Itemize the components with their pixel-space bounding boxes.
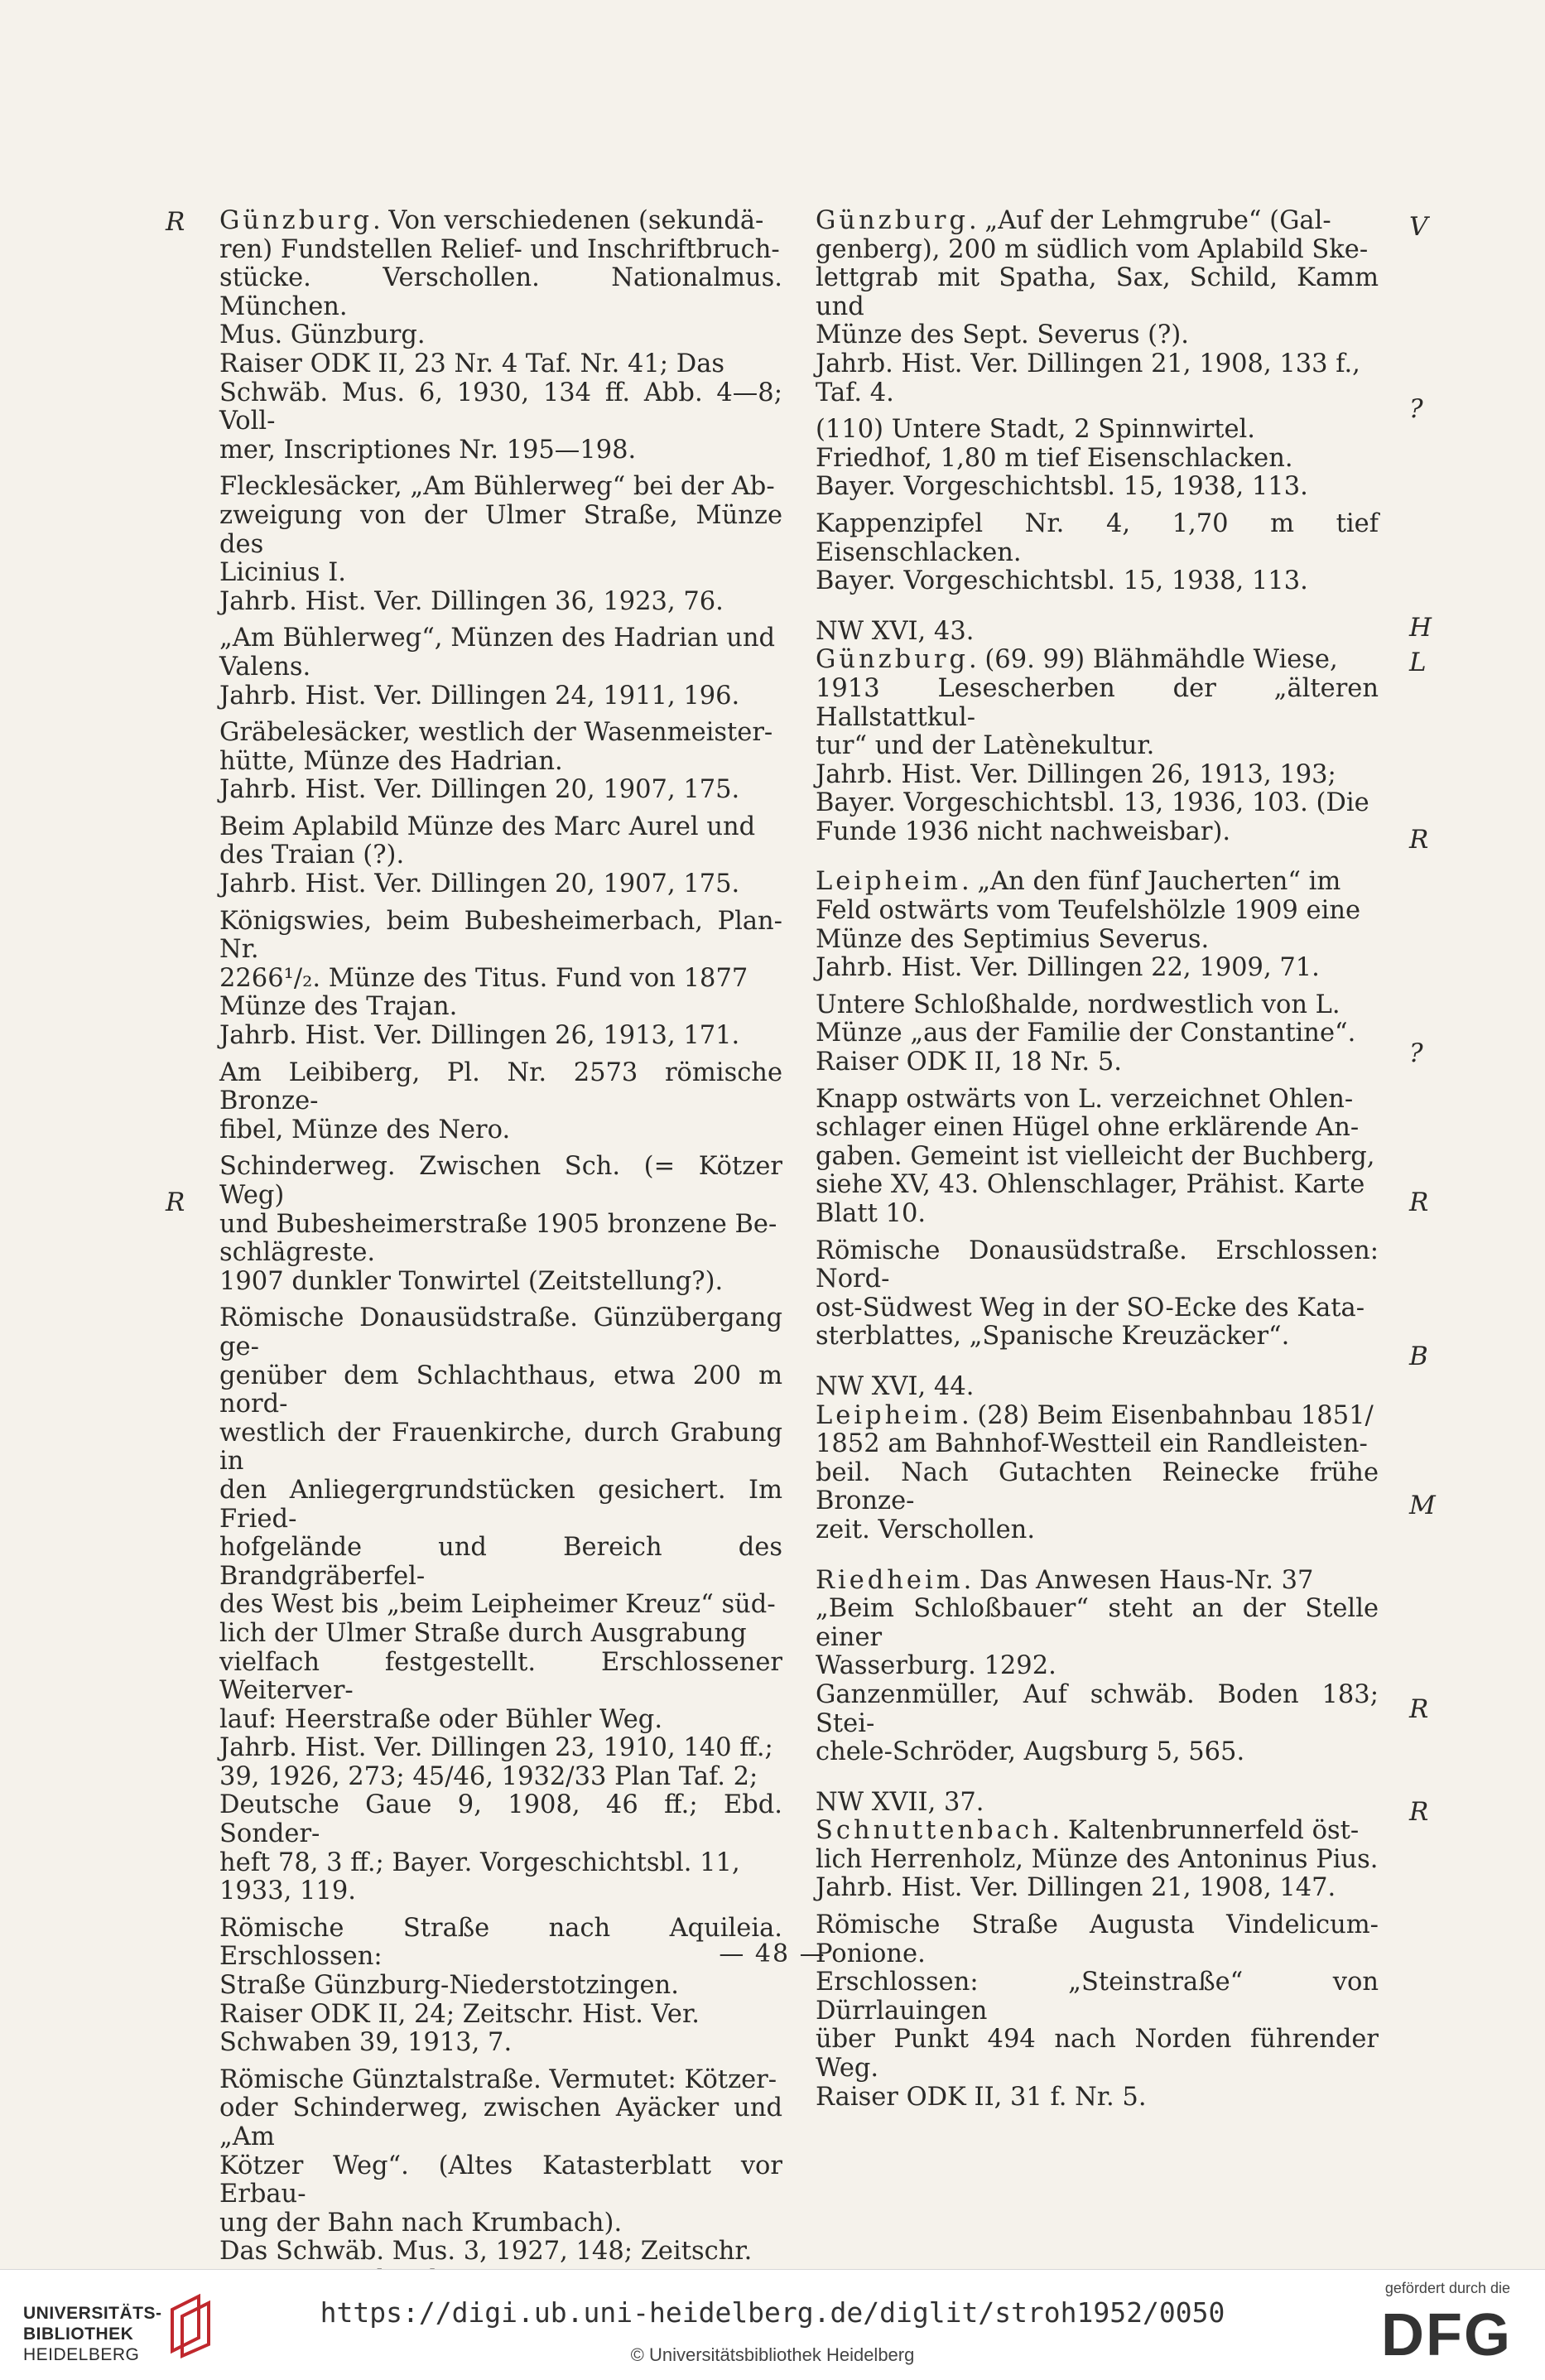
margin-marker: R: [1409, 825, 1429, 855]
entry: Königswies, beim Bubesheimerbach, Plan-Nr. 2266¹/₂. Münze des Titus. Fund von 1877 Münze des Trajan. Jahrb. Hist. Ver. Dillingen 26, 1913, 171.: [219, 906, 782, 1051]
margin-marker: R: [166, 1188, 185, 1217]
entry: Untere Schloßhalde, nordwestlich von L. Münze „aus der Familie der Constantine“. Raiser ODK II, 18 Nr. 5.: [816, 990, 1356, 1077]
entry: Schinderweg. Zwischen Sch. (= Kötzer Weg) und Bubesheimerstraße 1905 bronzene Be- schlägreste. 1907 dunkler Tonwirtel (Zeitstellung?).: [219, 1152, 782, 1296]
entry: (110) Untere Stadt, 2 Spinnwirtel. Friedhof, 1,80 m tief Eisenschlacken. Bayer. Vorgeschichtsbl. 15, 1938, 113.: [816, 415, 1308, 502]
entry: Gräbelesäcker, westlich der Wasenmeister- hütte, Münze des Hadrian. Jahrb. Hist. Ver. Dillingen 20, 1907, 175.: [219, 718, 773, 805]
entry: NW XVI, 43. Günzburg. (69. 99) Blähmähdle Wiese, 1913 Lesescherben der „älteren Hallstattkul- tur“ und der Latènekultur. Jahrb. Hist. Ver. Dillingen 26, 1913, 193; Bayer. Vorgeschichtsbl. 13, 1936, 103. (Die Funde 1936 nicht nachweisbar).: [816, 616, 1379, 846]
margin-marker: R: [1409, 1694, 1429, 1724]
permalink-url[interactable]: https://digi.ub.uni-heidelberg.de/diglit/stroh1952/0050: [320, 2296, 1225, 2329]
margin-marker: R: [1409, 1188, 1429, 1217]
section-heading: NW XVI, 44.: [816, 1371, 975, 1401]
university-library-logo[interactable]: UNIVERSITÄTS- BIBLIOTHEK HEIDELBERG: [23, 2304, 162, 2364]
section-heading: NW XVII, 37.: [816, 1787, 984, 1817]
entry: Am Leibiberg, Pl. Nr. 2573 römische Bronze- fibel, Münze des Nero.: [219, 1058, 782, 1144]
margin-marker: R: [166, 207, 185, 237]
page-number: — 48 —: [719, 1939, 826, 1968]
entry: Günzburg. „Auf der Lehmgrube“ (Gal- genberg), 200 m südlich vom Aplabild Ske- lettgrab mit Spatha, Sax, Schild, Kamm und Münze des Sept. Severus (?). Jahrb. Hist. Ver. Dillingen 21, 1908, 133 f., Taf. 4.: [816, 206, 1379, 407]
entry: Römische Donausüdstraße. Günzübergang ge- genüber dem Schlachthaus, etwa 200 m nord- westlich der Frauenkirche, durch Grabung in den Anliegergrundstücken gesichert. Im Fried- hofgelände und Bereich des Brandgräberfel- des West bis „beim Leipheimer Kreuz“ süd- lich der Ulmer Straße durch Ausgrabung vielfach festgestellt. Erschlossener Weiterver- lauf: Heerstraße oder Bühler Weg. Jahrb. Hist. Ver. Dillingen 23, 1910, 140 ff.; 39, 1926, 273; 45/46, 1932/33 Plan Taf. 2; Deutsche Gaue 9, 1908, 46 ff.; Ebd. Sonder- heft 78, 3 ff.; Bayer. Vorgeschichtsbl. 11, 1933, 119.: [219, 1303, 782, 1906]
dfg-logo[interactable]: DFG: [1381, 2302, 1512, 2368]
location-name: Leipheim: [816, 1400, 961, 1430]
location-name: Günzburg: [816, 645, 969, 675]
copyright-notice: © Universitätsbibliothek Heidelberg: [630, 2344, 915, 2365]
dfg-caption: gefördert durch die: [1384, 2280, 1510, 2296]
location-name: Riedheim: [816, 1565, 964, 1595]
entry: NW XVI, 44. Leipheim. (28) Beim Eisenbahnbau 1851/ 1852 am Bahnhof-Westteil ein Randleisten- beil. Nach Gutachten Reinecke frühe Bronze- zeit. Verschollen.: [816, 1371, 1379, 1544]
entry: Riedheim. Das Anwesen Haus-Nr. 37 „Beim Schloßbauer“ steht an der Stelle einer Wasserburg. 1292. Ganzenmüller, Auf schwäb. Boden 183; Stei- chele-Schröder, Augsburg 5, 565.: [816, 1565, 1379, 1767]
location-name: Leipheim: [816, 867, 961, 897]
location-name: Günzburg: [816, 206, 969, 235]
margin-marker: ?: [1409, 394, 1423, 424]
footer-bar: [0, 2269, 1545, 2380]
margin-marker: M: [1409, 1491, 1436, 1520]
location-name: Günzburg: [219, 206, 373, 235]
entry: Römische Donausüdstraße. Erschlossen: Nord- ost-Südwest Weg in der SO-Ecke des Kata- sterblattes, „Spanische Kreuzäcker“.: [816, 1236, 1379, 1351]
right-column: [816, 207, 1379, 2112]
margin-marker: V: [1409, 212, 1428, 242]
entry: Römische Straße nach Aquileia. Erschlossen: Straße Günzburg-Niederstotzingen. Raiser ODK II, 24; Zeitschr. Hist. Ver. Schwaben 39, 1913, 7.: [219, 1913, 782, 2058]
entry: Günzburg. Von verschiedenen (sekundä- ren) Fundstellen Relief- und Inschriftbruch- stücke. Verschollen. Nationalmus. München. Mus. Günzburg. Raiser ODK II, 23 Nr. 4 Taf. Nr. 41; Das Schwäb. Mus. 6, 1930, 134 ff. Abb. 4—8; Voll- mer, Inscriptiones Nr. 195—198.: [219, 206, 782, 465]
margin-marker: ?: [1409, 1038, 1423, 1068]
entry: Römische Straße Augusta Vindelicum-Ponione. Erschlossen: „Steinstraße“ von Dürrlauingen über Punkt 494 nach Norden führender Weg. Raiser ODK II, 31 f. Nr. 5.: [816, 1910, 1379, 2112]
section-heading: NW XVI, 43.: [816, 616, 975, 646]
entry: Flecklesäcker, „Am Bühlerweg“ bei der Ab- zweigung von der Ulmer Straße, Münze des Licinius I. Jahrb. Hist. Ver. Dillingen 36, 1923, 76.: [219, 472, 782, 616]
entry: NW XVII, 37. Schnuttenbach. Kaltenbrunnerfeld öst- lich Herrenholz, Münze des Antoninus Pius. Jahrb. Hist. Ver. Dillingen 21, 1908, 147.: [816, 1787, 1379, 1903]
entry: Leipheim. „An den fünf Jaucherten“ im Feld ostwärts vom Teufelshölzle 1909 eine Münze des Septimius Severus. Jahrb. Hist. Ver. Dillingen 22, 1909, 71.: [816, 867, 1361, 983]
entry: Knapp ostwärts von L. verzeichnet Ohlen- schlager einen Hügel ohne erklärende An- gaben. Gemeint ist vielleicht der Buchberg, siehe XV, 43. Ohlenschlager, Prähist. Karte Blatt 10.: [816, 1084, 1375, 1228]
left-column: [219, 207, 782, 2296]
margin-marker: B: [1409, 1342, 1428, 1371]
location-name: Schnuttenbach: [816, 1816, 1052, 1846]
margin-marker: H: [1409, 613, 1432, 643]
entry: Kappenzipfel Nr. 4, 1,70 m tief Eisenschlacken. Bayer. Vorgeschichtsbl. 15, 1938, 113.: [816, 508, 1379, 596]
entry: Beim Aplabild Münze des Marc Aurel und des Traian (?). Jahrb. Hist. Ver. Dillingen 20, 1907, 175.: [219, 812, 756, 899]
entry: „Am Bühlerweg“, Münzen des Hadrian und Valens. Jahrb. Hist. Ver. Dillingen 24, 1911, 196.: [219, 624, 776, 711]
entry: Römische Günztalstraße. Vermutet: Kötzer- oder Schinderweg, zwischen Ayäcker und „Am Kötzer Weg“. (Altes Katasterblatt vor Erbau- ung der Bahn nach Krumbach). Das Schwäb. Mus. 3, 1927, 148; Zeitschr.: [219, 2064, 782, 2267]
margin-marker: R: [1409, 1797, 1429, 1827]
margin-marker: L: [1409, 648, 1427, 677]
